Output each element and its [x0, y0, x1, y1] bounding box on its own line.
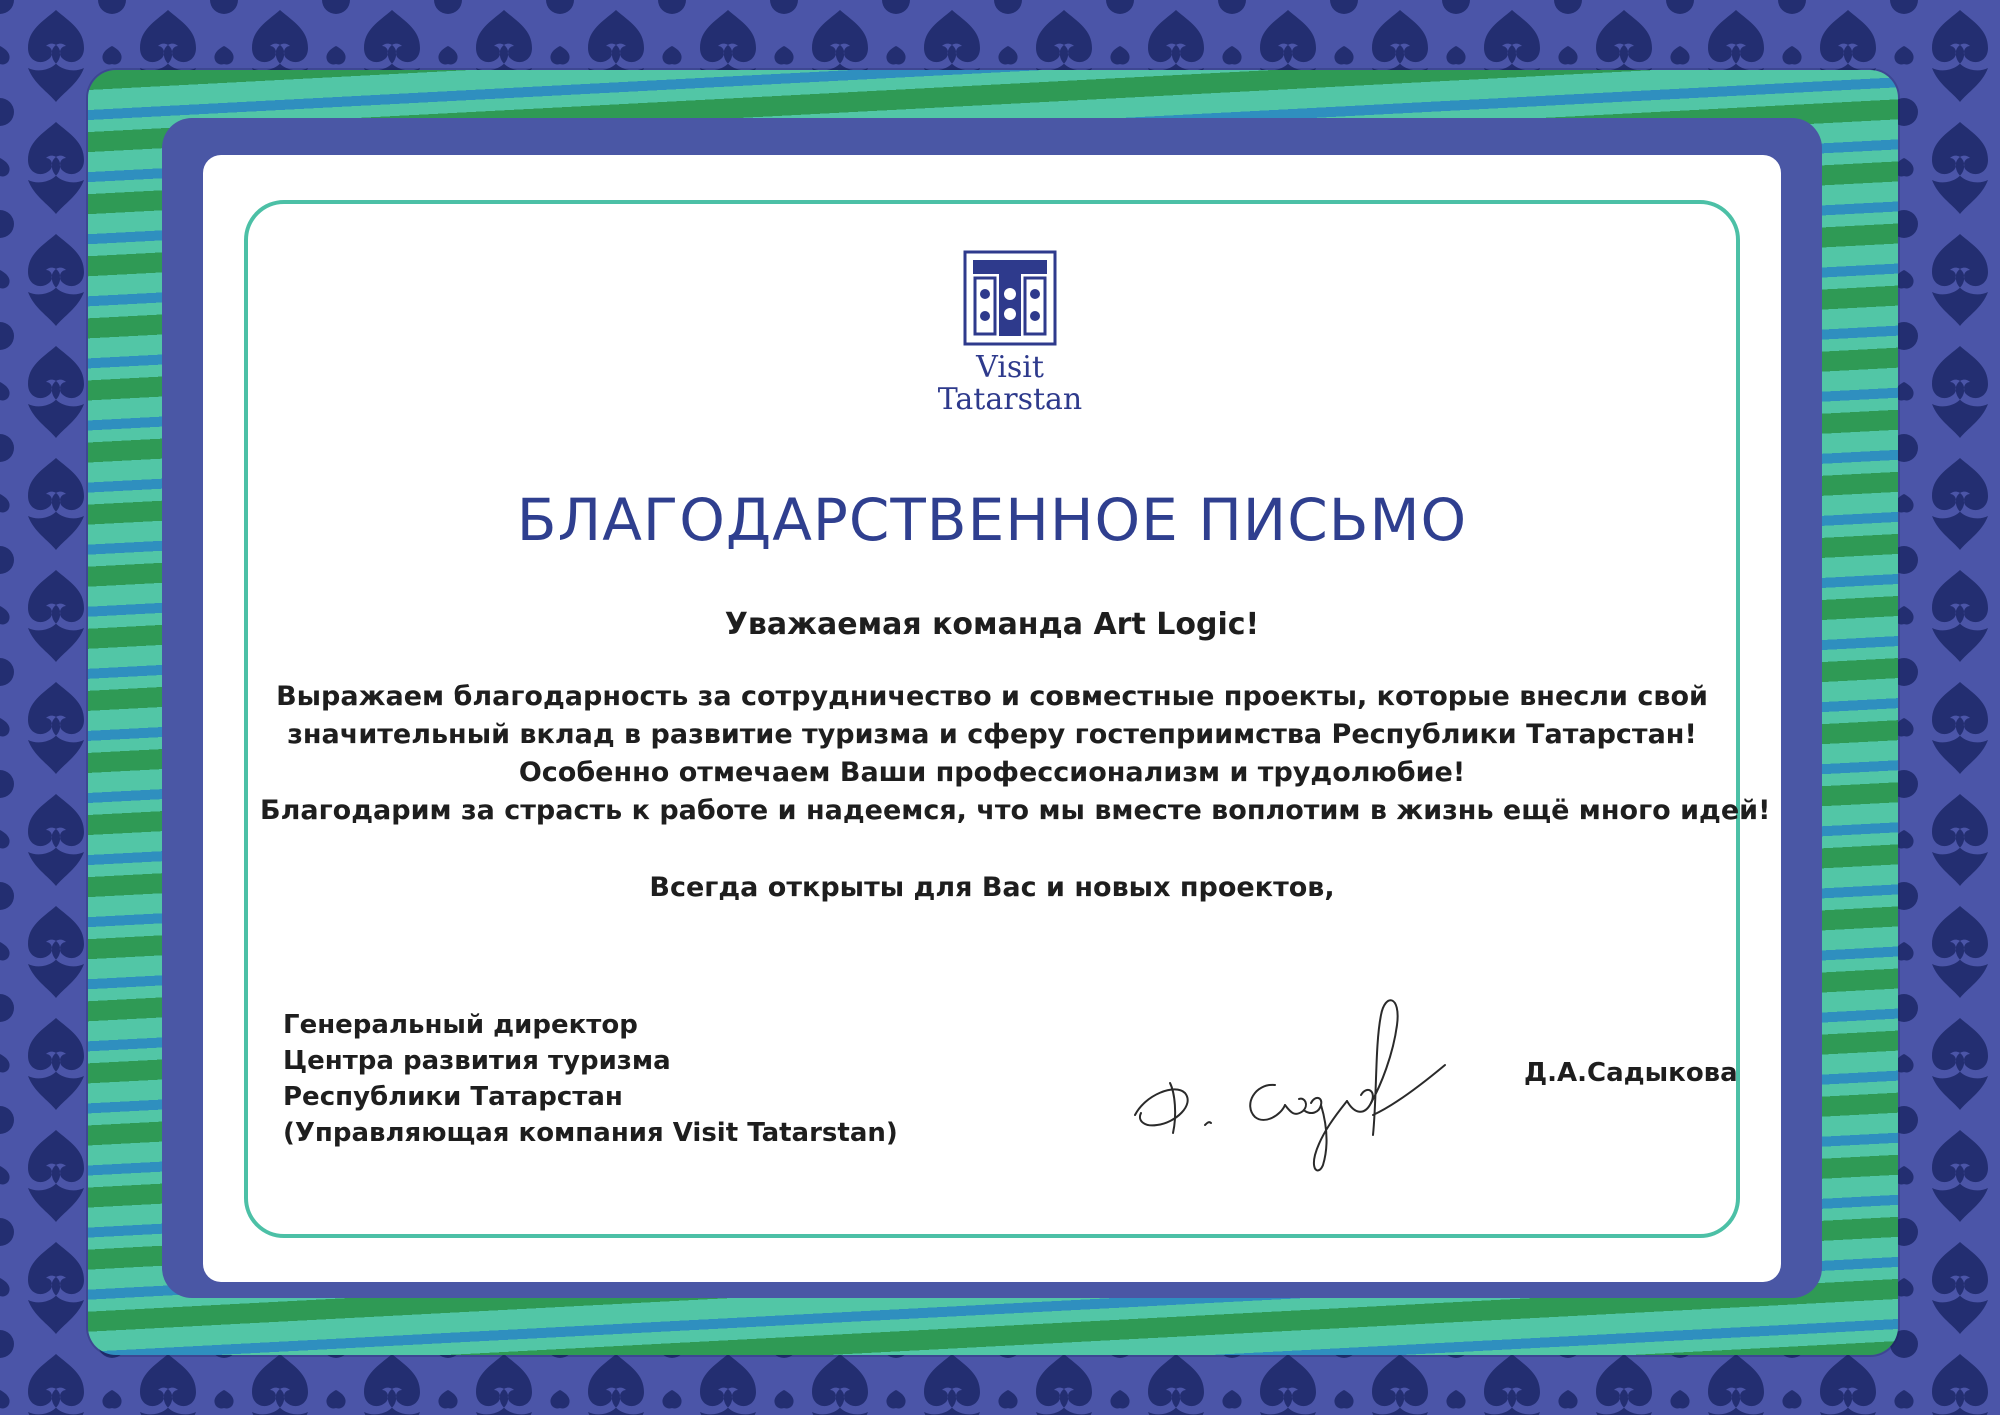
body-line: Благодарим за страсть к работе и надеемся, что мы вместе воплотим в жизнь ещё много идей!: [260, 795, 1771, 826]
body-line: значительный вклад в развитие туризма и сферу гостеприимства Республики Татарстан!: [287, 719, 1697, 750]
closing-line: Всегда открыты для Вас и новых проектов,: [649, 872, 1335, 903]
logo-line-tatarstan: Tatarstan: [937, 382, 1083, 417]
logo-line-visit: Visit: [976, 350, 1044, 385]
signer-name: Д.А.Садыкова: [1524, 1058, 1738, 1088]
body-line: Особенно отмечаем Ваши профессионализм и трудолюбие!: [518, 757, 1466, 788]
greeting: Уважаемая команда Art Logic!: [724, 607, 1260, 642]
signatory-line: Республики Татарстан: [283, 1082, 623, 1112]
body-line: Выражаем благодарность за сотрудничество и совместные проекты, которые внесли свой: [276, 681, 1708, 712]
body-text: [260, 678, 1771, 830]
handwritten-signature: [1115, 965, 1455, 1180]
signatory-line: Центра развития туризма: [283, 1046, 671, 1076]
signatory-title: [283, 1007, 923, 1151]
ornamental-letter-t-icon: [963, 250, 1057, 346]
visit-tatarstan-logo: [900, 250, 1120, 420]
signatory-line: Генеральный директор: [283, 1010, 638, 1040]
signatory-line: (Управляющая компания Visit Tatarstan): [283, 1118, 898, 1148]
document-title: БЛАГОДАРСТВЕННОЕ ПИСЬМО: [516, 486, 1468, 554]
